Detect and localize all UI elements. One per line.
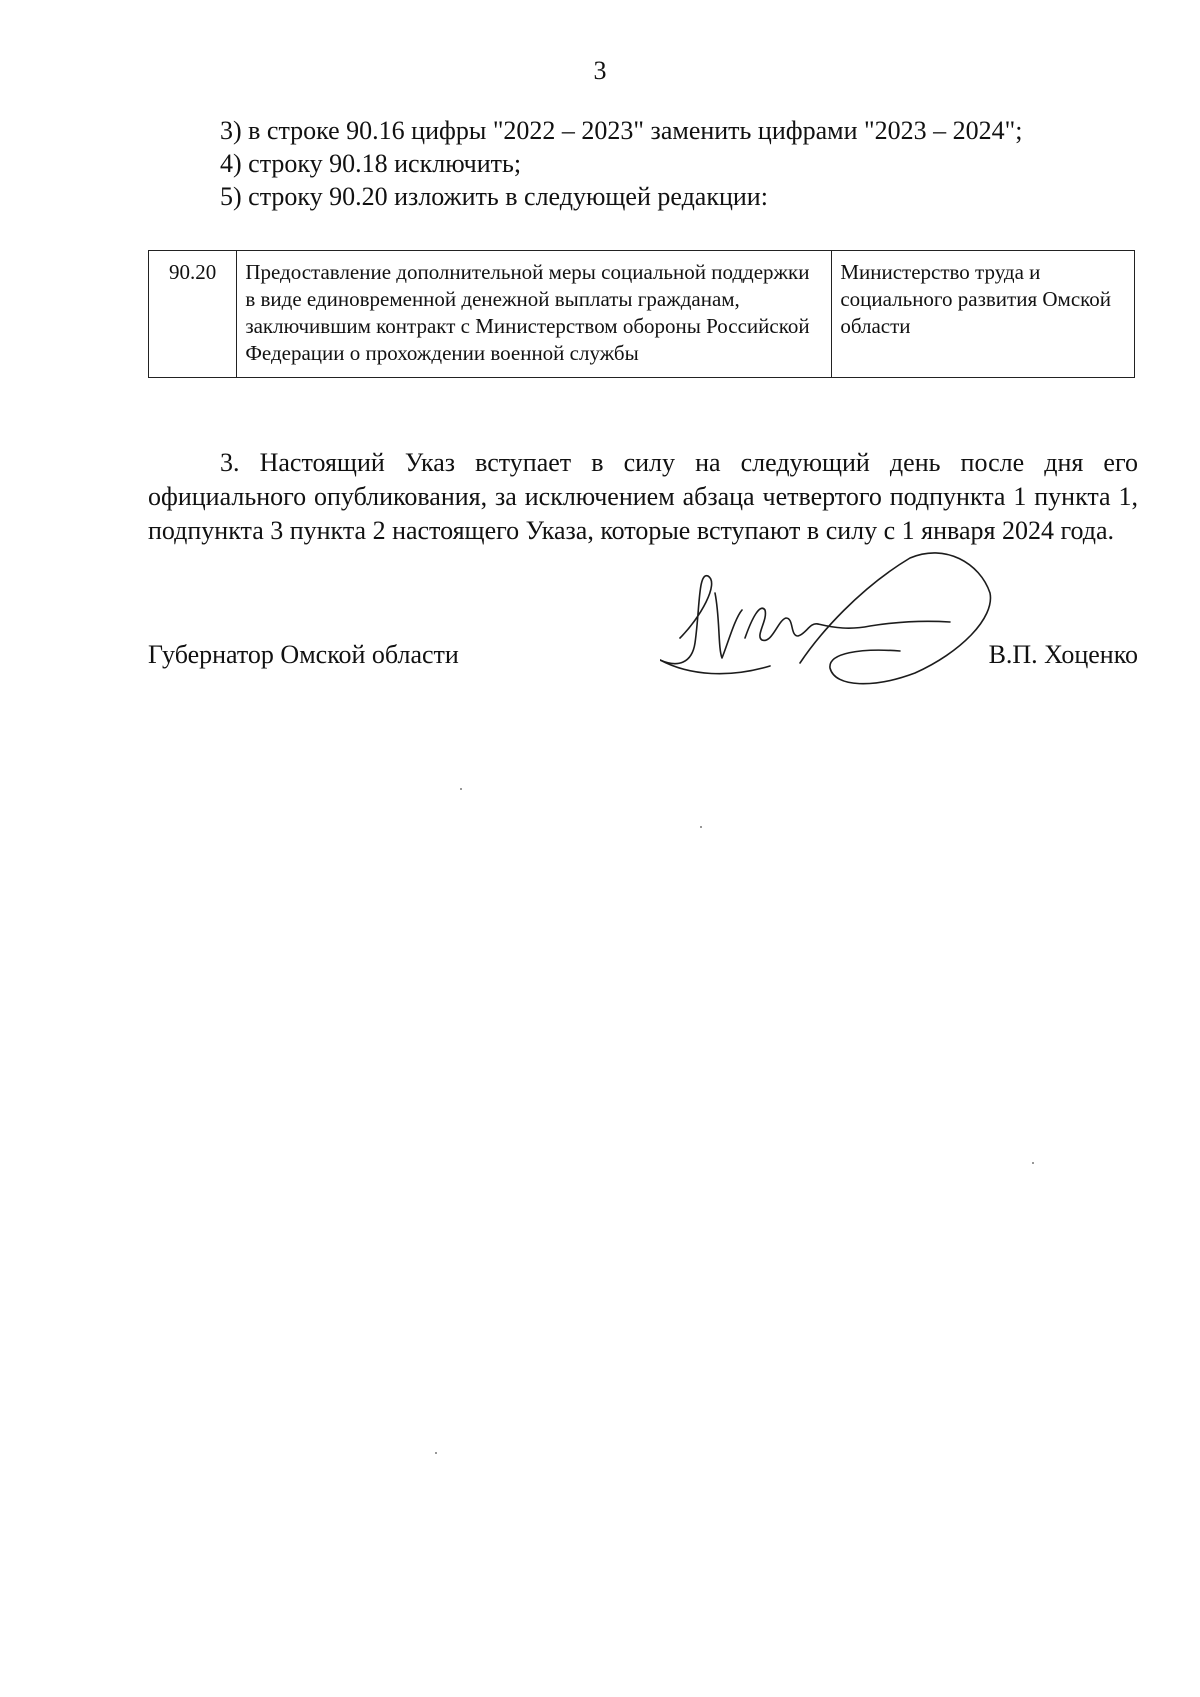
row-number-cell: 90.20 — [149, 251, 237, 378]
table-row — [149, 251, 1135, 378]
scan-speck — [435, 1452, 437, 1454]
amendment-item: 4) строку 90.18 исключить; — [220, 149, 522, 178]
scan-speck — [700, 826, 702, 828]
signer-name: В.П. Хоценко — [988, 640, 1138, 669]
scan-speck — [1032, 1162, 1034, 1164]
amendment-item: 5) строку 90.20 изложить в следующей редакции: — [220, 182, 768, 211]
amendment-table — [148, 250, 1135, 378]
page-number: 3 — [593, 56, 607, 85]
row-description-cell: Предоставление дополнительной меры социальной поддержки в виде единовременной денежной выплаты гражданам, заключившим контракт с Министерством обороны Российской Федерации о прохождении военной службы — [237, 251, 832, 378]
amendment-list — [148, 114, 1138, 213]
amendment-item: 3) в строке 90.16 цифры "2022 – 2023" заменить цифрами "2023 – 2024"; — [220, 116, 1023, 145]
effective-date-clause: 3. Настоящий Указ вступает в силу на следующий день после дня его официального опубликования, за исключением абзаца четвертого подпункта 1 пункта 1, подпункта 3 пункта 2 настоящего Указа, которые вступают в силу с 1 января 2024 года. — [148, 448, 1138, 545]
handwritten-signature — [660, 548, 1080, 718]
scan-speck — [460, 788, 462, 790]
signer-title: Губернатор Омской области — [148, 640, 459, 669]
row-responsible-cell: Министерство труда и социального развития Омской области — [832, 251, 1135, 378]
